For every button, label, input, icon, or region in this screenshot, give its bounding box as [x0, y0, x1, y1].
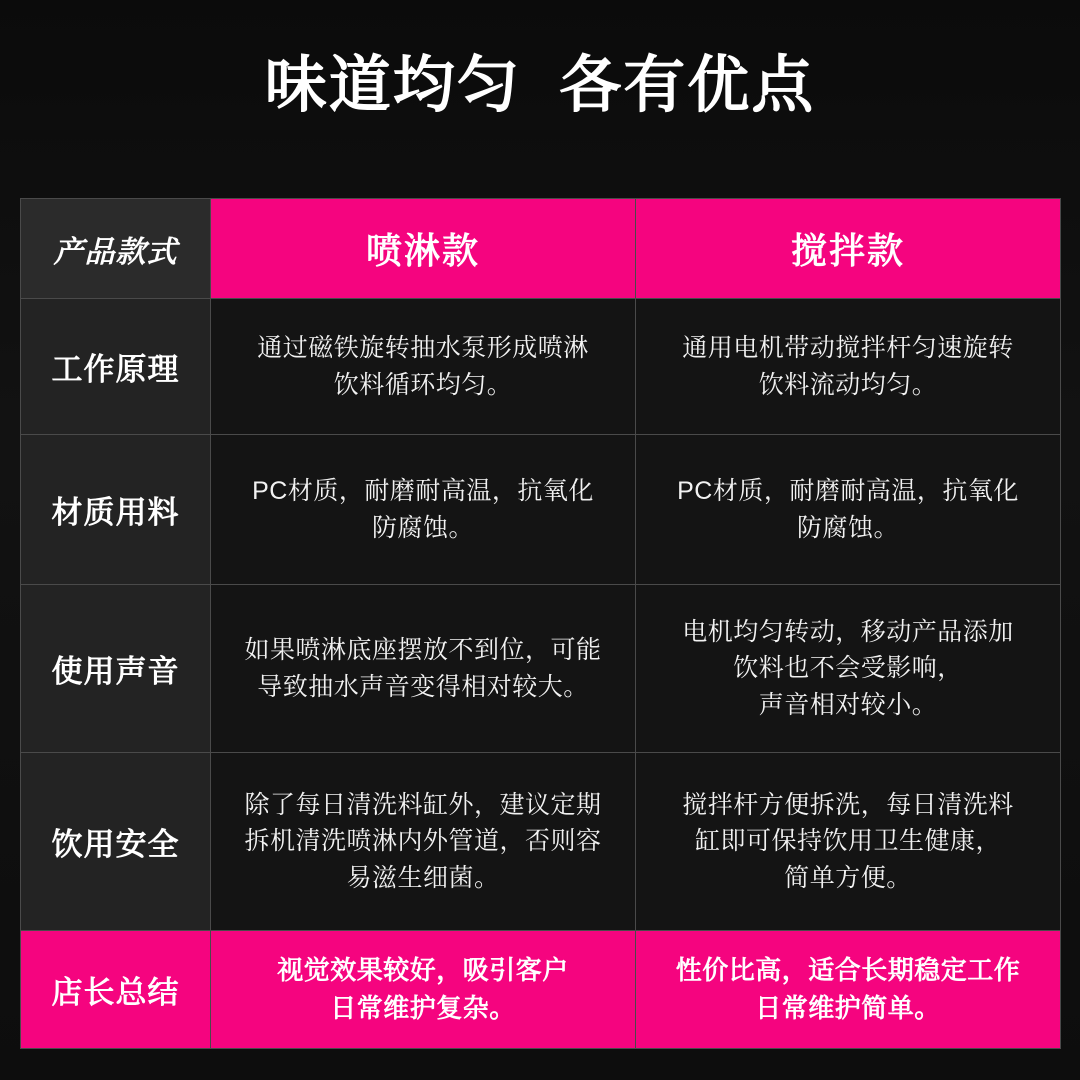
cell-line: 日常维护简单。 — [755, 992, 941, 1023]
cell-working-principle-spray — [211, 299, 636, 435]
cell-line: 导致抽水声音变得相对较大。 — [257, 672, 589, 701]
comparison-table — [20, 198, 1061, 1049]
header-product-style: 产品款式 — [21, 199, 211, 299]
cell-line: 拆机清洗喷淋内外管道，否则容 — [244, 827, 602, 856]
cell-line: 电机均匀转动，移动产品添加 — [682, 618, 1014, 647]
cell-line: 日常维护复杂。 — [330, 992, 516, 1023]
row-label-working-principle: 工作原理 — [21, 299, 211, 435]
cell-line: 除了每日清洗料缸外，建议定期 — [244, 791, 602, 820]
cell-line: 声音相对较小。 — [758, 690, 938, 719]
row-label-drinking-safety: 饮用安全 — [21, 753, 211, 931]
cell-line: PC材质，耐磨耐高温，抗氧化 — [677, 477, 1019, 506]
cell-line: 通过磁铁旋转抽水泵形成喷淋 — [257, 334, 589, 363]
cell-material-spray — [211, 435, 636, 585]
row-label-sound: 使用声音 — [21, 585, 211, 753]
cell-line: 易滋生细菌。 — [346, 863, 500, 892]
cell-line: 缸即可保持饮用卫生健康， — [694, 827, 1001, 856]
table-summary-row — [21, 931, 1061, 1049]
table-row — [21, 299, 1061, 435]
cell-line: 简单方便。 — [784, 863, 912, 892]
comparison-table-container — [20, 198, 1060, 1049]
cell-material-stir — [636, 435, 1061, 585]
cell-drinking-safety-stir — [636, 753, 1061, 931]
cell-line: 如果喷淋底座摆放不到位，可能 — [244, 636, 602, 665]
cell-line: 搅拌杆方便拆洗，每日清洗料 — [682, 791, 1014, 820]
cell-summary-stir — [636, 931, 1061, 1049]
row-label-material: 材质用料 — [21, 435, 211, 585]
cell-drinking-safety-spray — [211, 753, 636, 931]
cell-line: 饮料流动均匀。 — [758, 370, 938, 399]
cell-working-principle-stir — [636, 299, 1061, 435]
table-row — [21, 585, 1061, 753]
row-label-manager-summary: 店长总结 — [21, 931, 211, 1049]
table-header-row — [21, 199, 1061, 299]
cell-line: 饮料也不会受影响， — [733, 654, 963, 683]
cell-line: 防腐蚀。 — [371, 513, 474, 542]
header-column-stir: 搅拌款 — [636, 199, 1061, 299]
cell-line: 饮料循环均匀。 — [333, 370, 513, 399]
cell-line: 性价比高，适合长期稳定工作 — [675, 954, 1021, 985]
cell-line: 视觉效果较好，吸引客户 — [277, 954, 569, 985]
cell-sound-stir — [636, 585, 1061, 753]
page-title: 味道均匀 各有优点 — [264, 51, 816, 120]
table-row — [21, 753, 1061, 931]
cell-sound-spray — [211, 585, 636, 753]
cell-line: 防腐蚀。 — [796, 513, 899, 542]
table-row — [21, 435, 1061, 585]
cell-line: 通用电机带动搅拌杆匀速旋转 — [682, 334, 1014, 363]
cell-summary-spray — [211, 931, 636, 1049]
cell-line: PC材质，耐磨耐高温，抗氧化 — [252, 477, 594, 506]
header-column-spray: 喷淋款 — [211, 199, 636, 299]
